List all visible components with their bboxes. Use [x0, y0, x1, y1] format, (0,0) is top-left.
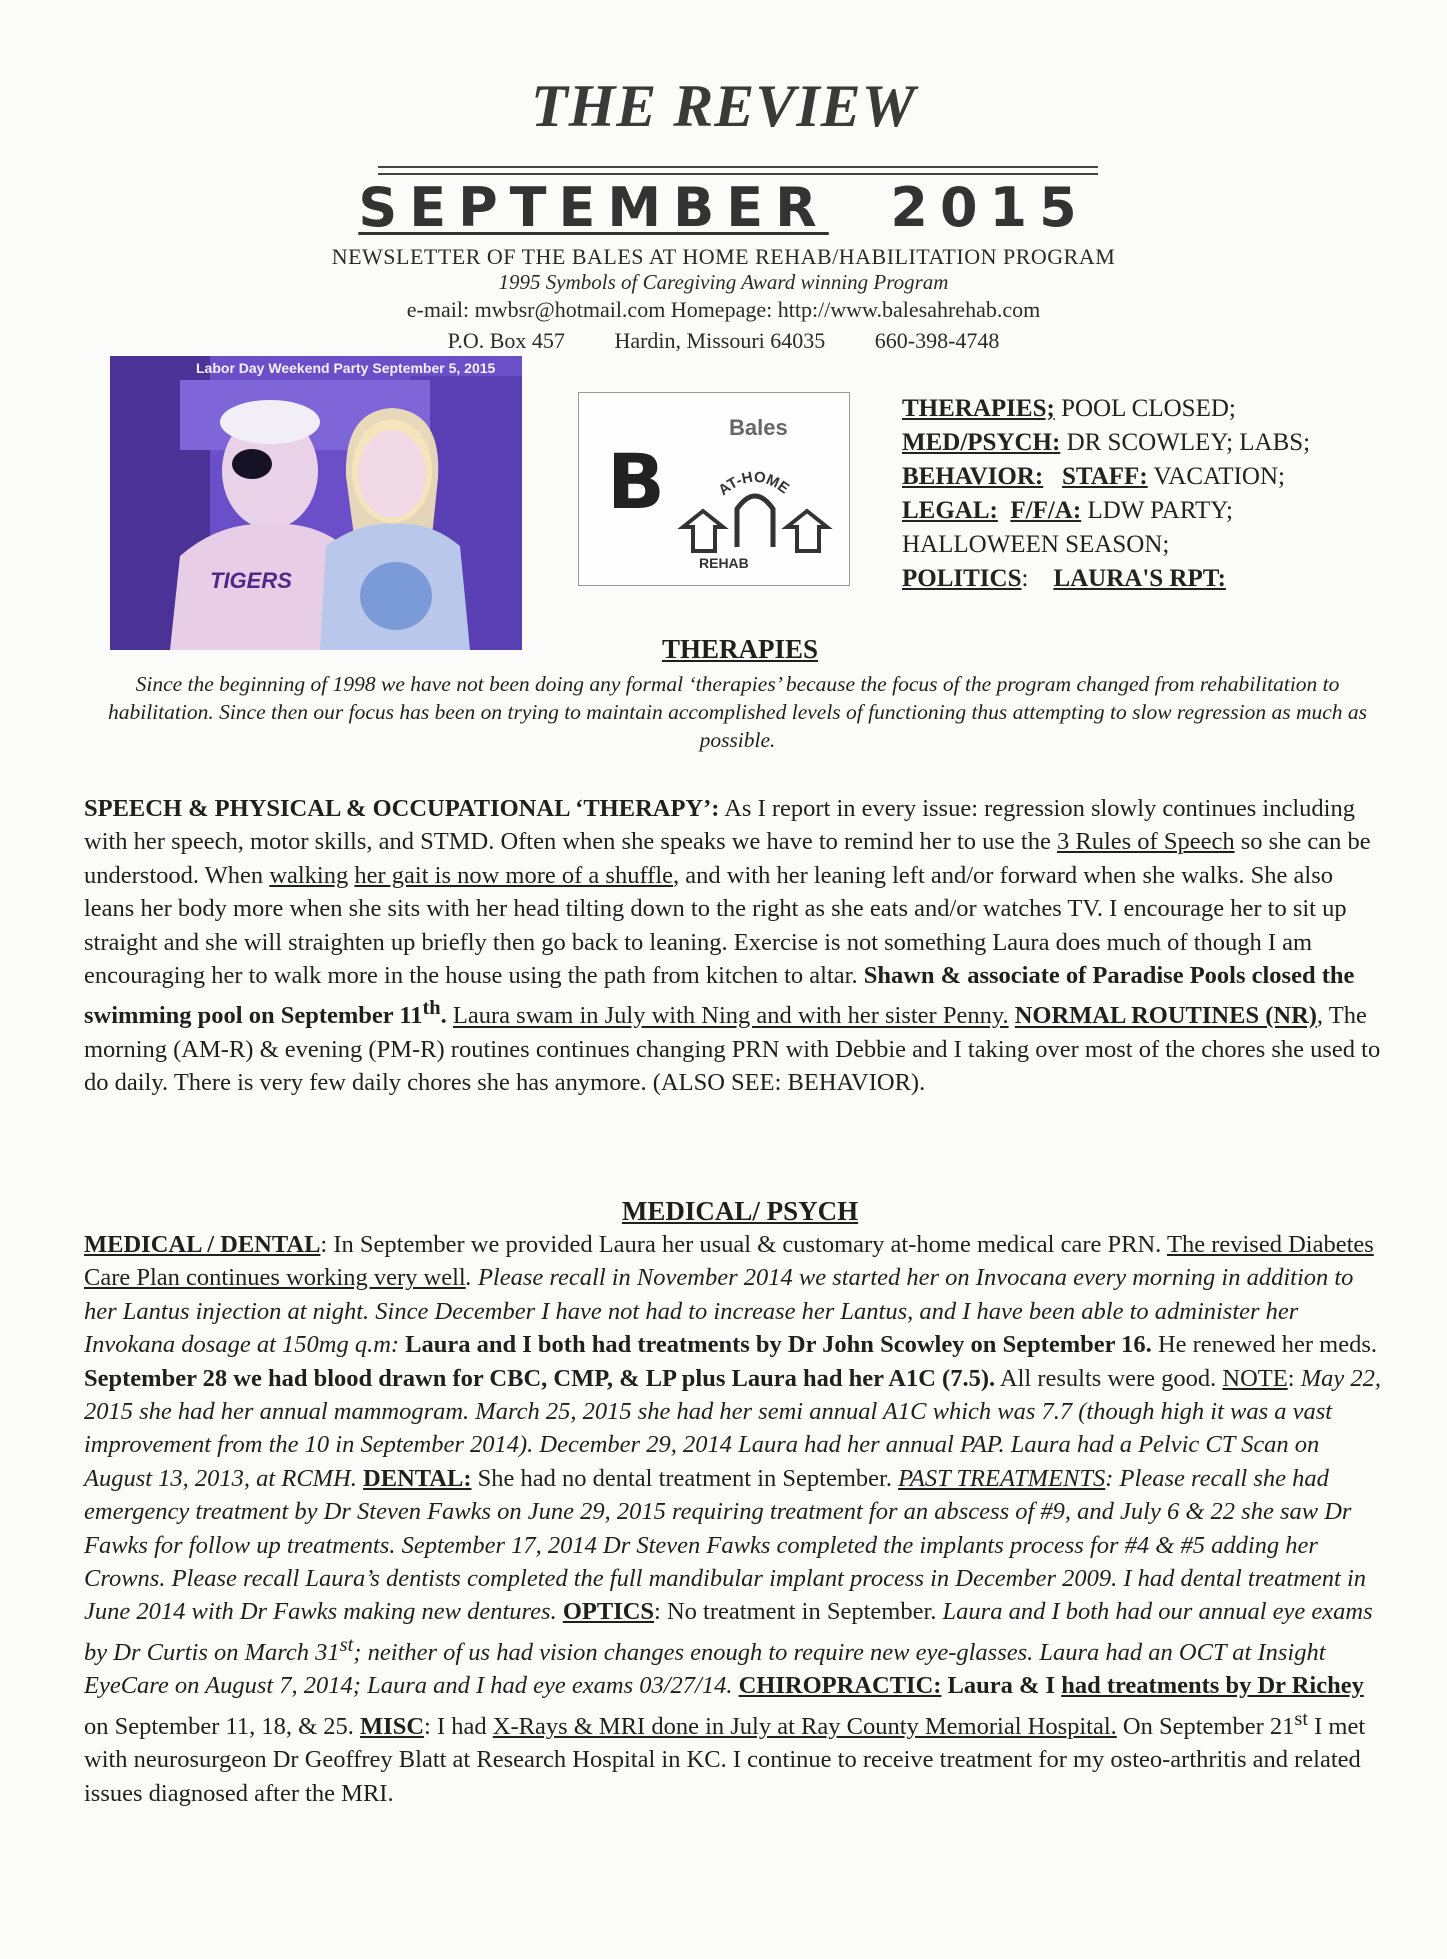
contents-line-3: BEHAVIOR: STAFF: VACATION; — [902, 463, 1285, 490]
issue-contents — [902, 392, 1422, 596]
title-rule — [378, 166, 1098, 175]
therapies-intro: Since the beginning of 1998 we have not been doing any formal ‘therapies’ because the focus of the program changed from rehabilitation to habilitation. Since then our focus has been on trying to maintain accomplished levels of functioning thus attempting to slow regression as much as possible. — [107, 672, 1368, 752]
address-line — [0, 328, 1447, 354]
contents-line-5: HALLOWEEN SEASON; — [902, 531, 1170, 558]
issue-year: 2015 — [890, 176, 1089, 239]
contents-line-4: LEGAL: F/F/A: LDW PARTY; — [902, 497, 1233, 524]
logo-b-letter: B — [607, 437, 665, 526]
logo-arc-text: AT-HOME — [715, 468, 793, 500]
logo-bales-text: Bales — [729, 415, 788, 440]
phone: 660-398-4748 — [874, 328, 1000, 353]
logo-house-icon — [675, 447, 835, 557]
newsletter-title: THE REVIEW — [530, 73, 917, 139]
bales-logo — [578, 392, 850, 586]
speech-physical-paragraph: SPEECH & PHYSICAL & OCCUPATIONAL ‘THERAPY’: As I report in every issue: regression slowly continues including with her speech, motor skills, and STMD. Often when she speaks we have to remind her to use the 3 Rules of Speech so she can be understood. When walking her gait is now more of a shuffle, and with her leaning left and/or forward when she walks. She also leans her body more when she sits with her head tilting down to the right as she eats and/or watches TV. I encourage her to sit up straight and she will straighten up briefly then go back to leaning. Exercise is not something Laura does much of though I am encouraging her to walk more in the house using the path from kitchen to altar. Shawn & associate of Paradise Pools closed the swimming pool on September 11th. Laura swam in July with Ning and with her sister Penny. NORMAL ROUTINES (NR), The morning (AM-R) & evening (PM-R) routines continues changing PRN with Debbie and I taking over most of the chores she used to do daily. There is very few daily chores she has anymore. (ALSO SEE: BEHAVIOR). — [84, 795, 1381, 1097]
party-photo — [110, 356, 522, 650]
issue-month: SEPTEMBER — [358, 176, 829, 239]
logo-rehab-text: REHAB — [699, 555, 749, 571]
contents-line-1: THERAPIES; POOL CLOSED; — [902, 395, 1236, 422]
medical-psych-heading: MEDICAL/ PSYCH — [621, 1196, 859, 1226]
newsletter-subtitle: NEWSLETTER OF THE BALES AT HOME REHAB/HABILITATION PROGRAM — [331, 244, 1116, 269]
award-line: 1995 Symbols of Caregiving Award winning Program — [498, 270, 949, 294]
svg-text:TIGERS: TIGERS — [210, 568, 292, 593]
medical-dental-paragraph: MEDICAL / DENTAL: In September we provided Laura her usual & customary at-home medical care PRN. The revised Diabetes Care Plan continues working very well. Please recall in November 2014 we started her on Invocana every morning in addition to her Lantus injection at night. Since December I have not had to increase her Lantus, and I have been able to administer her Invokana dosage at 150mg q.m: Laura and I both had treatments by Dr John Scowley on September 16. He renewed her meds. September 28 we had blood drawn for CBC, CMP, & LP plus Laura had her A1C (7.5). All results were good. NOTE: May 22, 2015 she had her annual mammogram. March 25, 2015 she had her semi annual A1C which was 7.7 (though high it was a vast improvement from the 10 in September 2014). December 29, 2014 Laura had her annual PAP. Laura had a Pelvic CT Scan on August 13, 2013, at RCMH. DENTAL: She had no dental treatment in September. PAST TREATMENTS: Please recall she had emergency treatment by Dr Steven Fawks on June 29, 2015 requiring treatment for an abscess of #9, and July 6 & 22 she saw Dr Fawks for follow up treatments. September 17, 2014 Dr Steven Fawks completed the implants process for #4 & #5 adding her Crowns. Please recall Laura’s dentists completed the full mandibular implant process in December 2009. I had dental treatment in June 2014 with Dr Fawks making new dentures. OPTICS: No treatment in September. Laura and I both had our annual eye exams by Dr Curtis on March 31st; neither of us had vision changes enough to require new eye-glasses. Laura had an OCT at Insight EyeCare on August 7, 2014; Laura and I had eye exams 03/27/14. CHIROPRACTIC: Laura & I had treatments by Dr Richey on September 11, 18, & 25. MISC: I had X-Rays & MRI done in July at Ray County Memorial Hospital. On September 21st I met with neurosurgeon Dr Geoffrey Blatt at Research Hospital in KC. I continue to receive treatment for my osteo-arthritis and related issues diagnosed after the MRI. — [84, 1231, 1381, 1807]
contents-line-2: MED/PSYCH: DR SCOWLEY; LABS; — [902, 429, 1311, 456]
city: Hardin, Missouri 64035 — [614, 328, 826, 353]
contact-line: e-mail: mwbsr@hotmail.com Homepage: http://www.balesahrehab.com — [406, 297, 1041, 322]
issue-date — [0, 176, 1447, 239]
party-photo-image — [110, 356, 522, 650]
therapies-heading: THERAPIES — [661, 634, 819, 664]
contents-line-6: POLITICS: LAURA'S RPT: — [902, 565, 1226, 592]
photo-caption: Labor Day Weekend Party September 5, 2015 — [196, 360, 496, 376]
po-box: P.O. Box 457 — [447, 328, 565, 353]
